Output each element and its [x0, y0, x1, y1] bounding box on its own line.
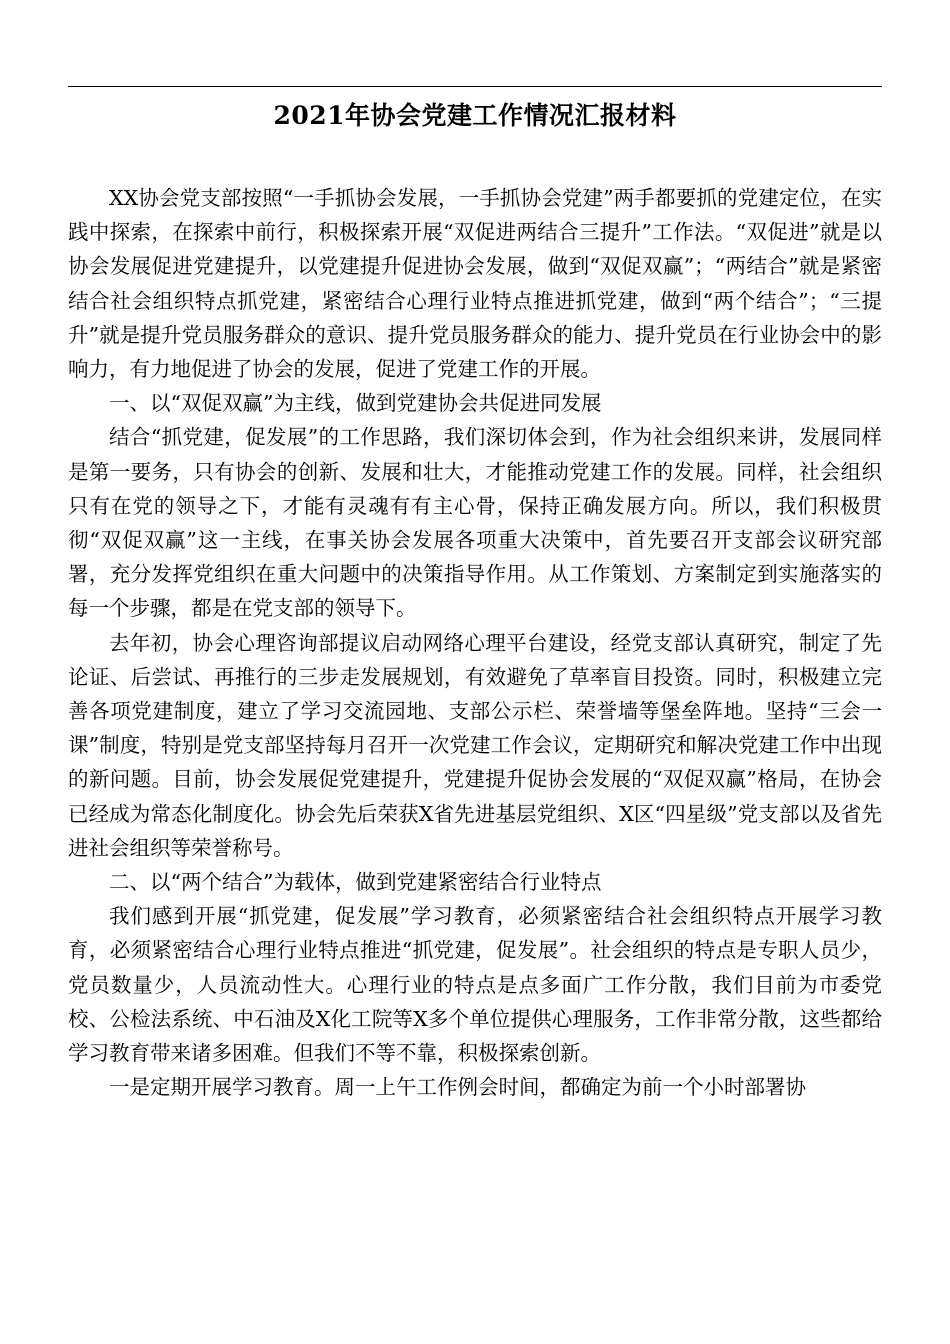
header-rule: [68, 86, 882, 87]
paragraph: 去年初，协会心理咨询部提议启动网络心理平台建设，经党支部认真研究，制定了先论证、后尝试、再推行的三步走发展规划，有效避免了草率盲目投资。同时，积极建立完善各项党建制度，建立了学习交流园地、支部公示栏、荣誉墙等堡垒阵地。坚持“三会一课”制度，特别是党支部坚持每月召开一次党建工作会议，定期研究和解决党建工作中出现的新问题。目前，协会发展促党建提升，党建提升促协会发展的“双促双赢”格局，在协会已经成为常态化制度化。协会先后荣获X省先进基层党组织、X区“四星级”党支部以及省先进社会组织等荣誉称号。: [68, 630, 882, 860]
paragraph: 我们感到开展“抓党建，促发展”学习教育，必须紧密结合社会组织特点开展学习教育，必须紧密结合心理行业特点推进“抓党建，促发展”。社会组织的特点是专职人员少，党员数量少，人员流动性大。心理行业的特点是点多面广工作分散，我们目前为市委党校、公检法系统、中石油及X化工院等X多个单位提供心理服务，工作非常分散，这些都给学习教育带来诸多困难。但我们不等不靠，积极探索创新。: [68, 904, 882, 1066]
section-heading-1: 一、以“双促双赢”为主线，做到党建协会共促进同发展: [109, 391, 602, 416]
paragraph-intro: XX协会党支部按照“一手抓协会发展，一手抓协会党建”两手都要抓的党建定位，在实践中探索，在探索中前行，积极探索开展“双促进两结合三提升”工作法。“双促进”就是以协会发展促进党建提升，以党建提升促进协会发展，做到“双促双赢”；“两结合”就是紧密结合社会组织特点抓党建，紧密结合心理行业特点推进抓党建，做到“两个结合”；“三提升”就是提升党员服务群众的意识、提升党员服务群众的能力、提升党员在行业协会中的影响力，有力地促进了协会的发展，促进了党建工作的开展。: [68, 186, 882, 382]
section-heading-2: 二、以“两个结合”为载体，做到党建紧密结合行业特点: [109, 870, 602, 895]
paragraph: 结合“抓党建，促发展”的工作思路，我们深切体会到，作为社会组织来讲，发展同样是第一要务，只有协会的创新、发展和壮大，才能推动党建工作的发展。同样，社会组织只有在党的领导之下，才能有灵魂有有主心骨，保持正确发展方向。所以，我们积极贯彻“双促双赢”这一主线，在事关协会发展各项重大决策中，首先要召开支部会议研究部署，充分发挥党组织在重大问题中的决策指导作用。从工作策划、方案制定到实施落实的每一个步骤，都是在党支部的领导下。: [68, 425, 882, 621]
paragraph: 一是定期开展学习教育。周一上午工作例会时间，都确定为前一个小时部署协: [109, 1075, 806, 1100]
document-title: 2021年协会党建工作情况汇报材料: [273, 101, 677, 130]
document-body: [68, 181, 882, 1104]
